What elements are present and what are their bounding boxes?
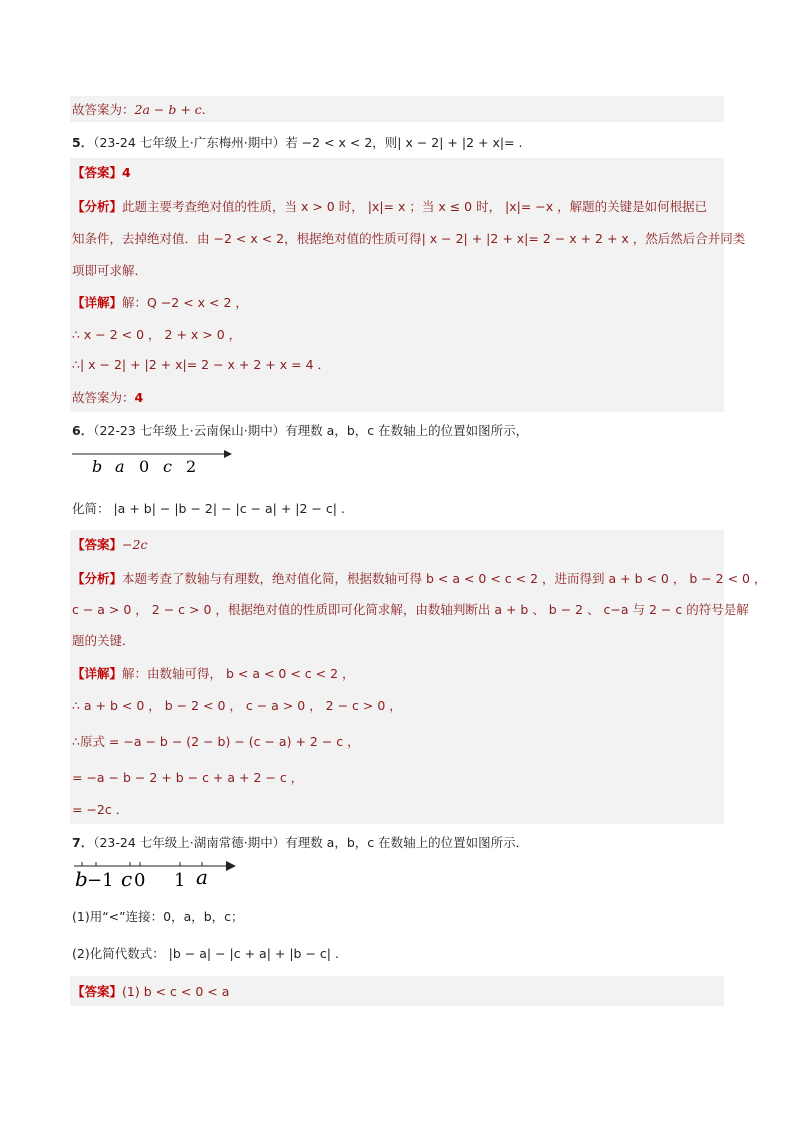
numline-label-b: b <box>75 867 88 888</box>
q6-detail-line5: = −2c ． <box>72 802 129 817</box>
q7-part2: (2)化简代数式： |b − a| − |c + a| + |b − c| . <box>72 946 339 961</box>
prev-final-answer: 故答案为：2a − b + c. <box>72 102 206 117</box>
q6-analysis-line1: 【分析】本题考查了数轴与有理数，绝对值化简，根据数轴可得 b < a < 0 < c < 2 ，进而得到 a + b < 0 ， b − 2 < 0 ， <box>72 571 767 586</box>
q7-answer: 【答案】(1) b < c < 0 < a <box>72 984 230 999</box>
question-7: 7．（23-24 七年级上·湖南常德·期中）有理数 a，b，c 在数轴上的位置如图所示． <box>72 835 529 850</box>
q5-detail-line2: ∴ x − 2 < 0 ， 2 + x > 0 ， <box>72 327 242 342</box>
numline-label-a: a <box>196 865 208 888</box>
numline-label-0: 0 <box>134 870 146 888</box>
q6-simplify-prompt: 化简： |a + b| − |b − 2| − |c − a| + |2 − c| . <box>72 501 345 516</box>
numline-label-neg1: −1 <box>87 870 114 888</box>
q6-answer: 【答案】−2c <box>72 537 148 552</box>
numline-label-c: c <box>121 867 133 888</box>
q5-analysis-line2: 知条件，去掉绝对值．由 −2 < x < 2，根据绝对值的性质可得| x − 2| + |2 + x|= 2 − x + 2 + x ，然后然后合并同类 <box>72 231 746 246</box>
numline-label-b: b <box>92 457 103 474</box>
q5-detail-line3: ∴| x − 2| + |2 + x|= 2 − x + 2 + x = 4 ． <box>72 357 330 372</box>
q6-analysis-line2: c − a > 0 ， 2 − c > 0 ，根据绝对值的性质即可化简求解，由数轴判断出 a + b 、 b − 2 、 c−a 与 2 − c 的符号是解 <box>72 602 749 617</box>
q5-analysis-line3: 项即可求解． <box>72 263 148 278</box>
axis-arrow <box>224 450 232 458</box>
numline-label-a: a <box>115 457 125 474</box>
q7-part1: (1)用“<”连接：0，a，b，c； <box>72 909 244 924</box>
q5-analysis-line1: 【分析】此题主要考查绝对值的性质，当 x > 0 时， |x|= x ；当 x ≤ 0 时， |x|= −x ，解题的关键是如何根据已 <box>72 199 708 214</box>
q6-detail-line2: ∴ a + b < 0 ， b − 2 < 0 ， c − a > 0 ， 2 − c > 0 ， <box>72 698 402 713</box>
numline-label-2: 2 <box>186 457 197 474</box>
q6-analysis-line3: 题的关键． <box>72 633 135 648</box>
numline-label-0: 0 <box>139 457 150 474</box>
number-line-q7 <box>70 858 250 888</box>
q5-answer: 【答案】4 <box>72 165 131 180</box>
q6-detail-line3: ∴原式 = −a − b − (2 − b) − (c − a) + 2 − c ， <box>72 734 360 749</box>
q5-final-answer: 故答案为：4 <box>72 390 144 405</box>
axis-arrow <box>226 861 236 871</box>
question-6: 6．（22-23 七年级上·云南保山·期中）有理数 a，b，c 在数轴上的位置如图所示， <box>72 423 529 438</box>
question-5: 5．（23-24 七年级上·广东梅州·期中）若 −2 < x < 2，则| x − 2| + |2 + x|= . <box>72 135 523 150</box>
numline-label-1: 1 <box>174 870 186 888</box>
numline-label-c: c <box>163 457 172 474</box>
q5-detail-line1: 【详解】解：Q −2 < x < 2 ， <box>72 295 248 310</box>
number-line-q6 <box>70 448 240 474</box>
q6-detail-line4: = −a − b − 2 + b − c + a + 2 − c ， <box>72 770 304 785</box>
q6-detail-line1: 【详解】解：由数轴可得， b < a < 0 < c < 2 ， <box>72 666 355 681</box>
